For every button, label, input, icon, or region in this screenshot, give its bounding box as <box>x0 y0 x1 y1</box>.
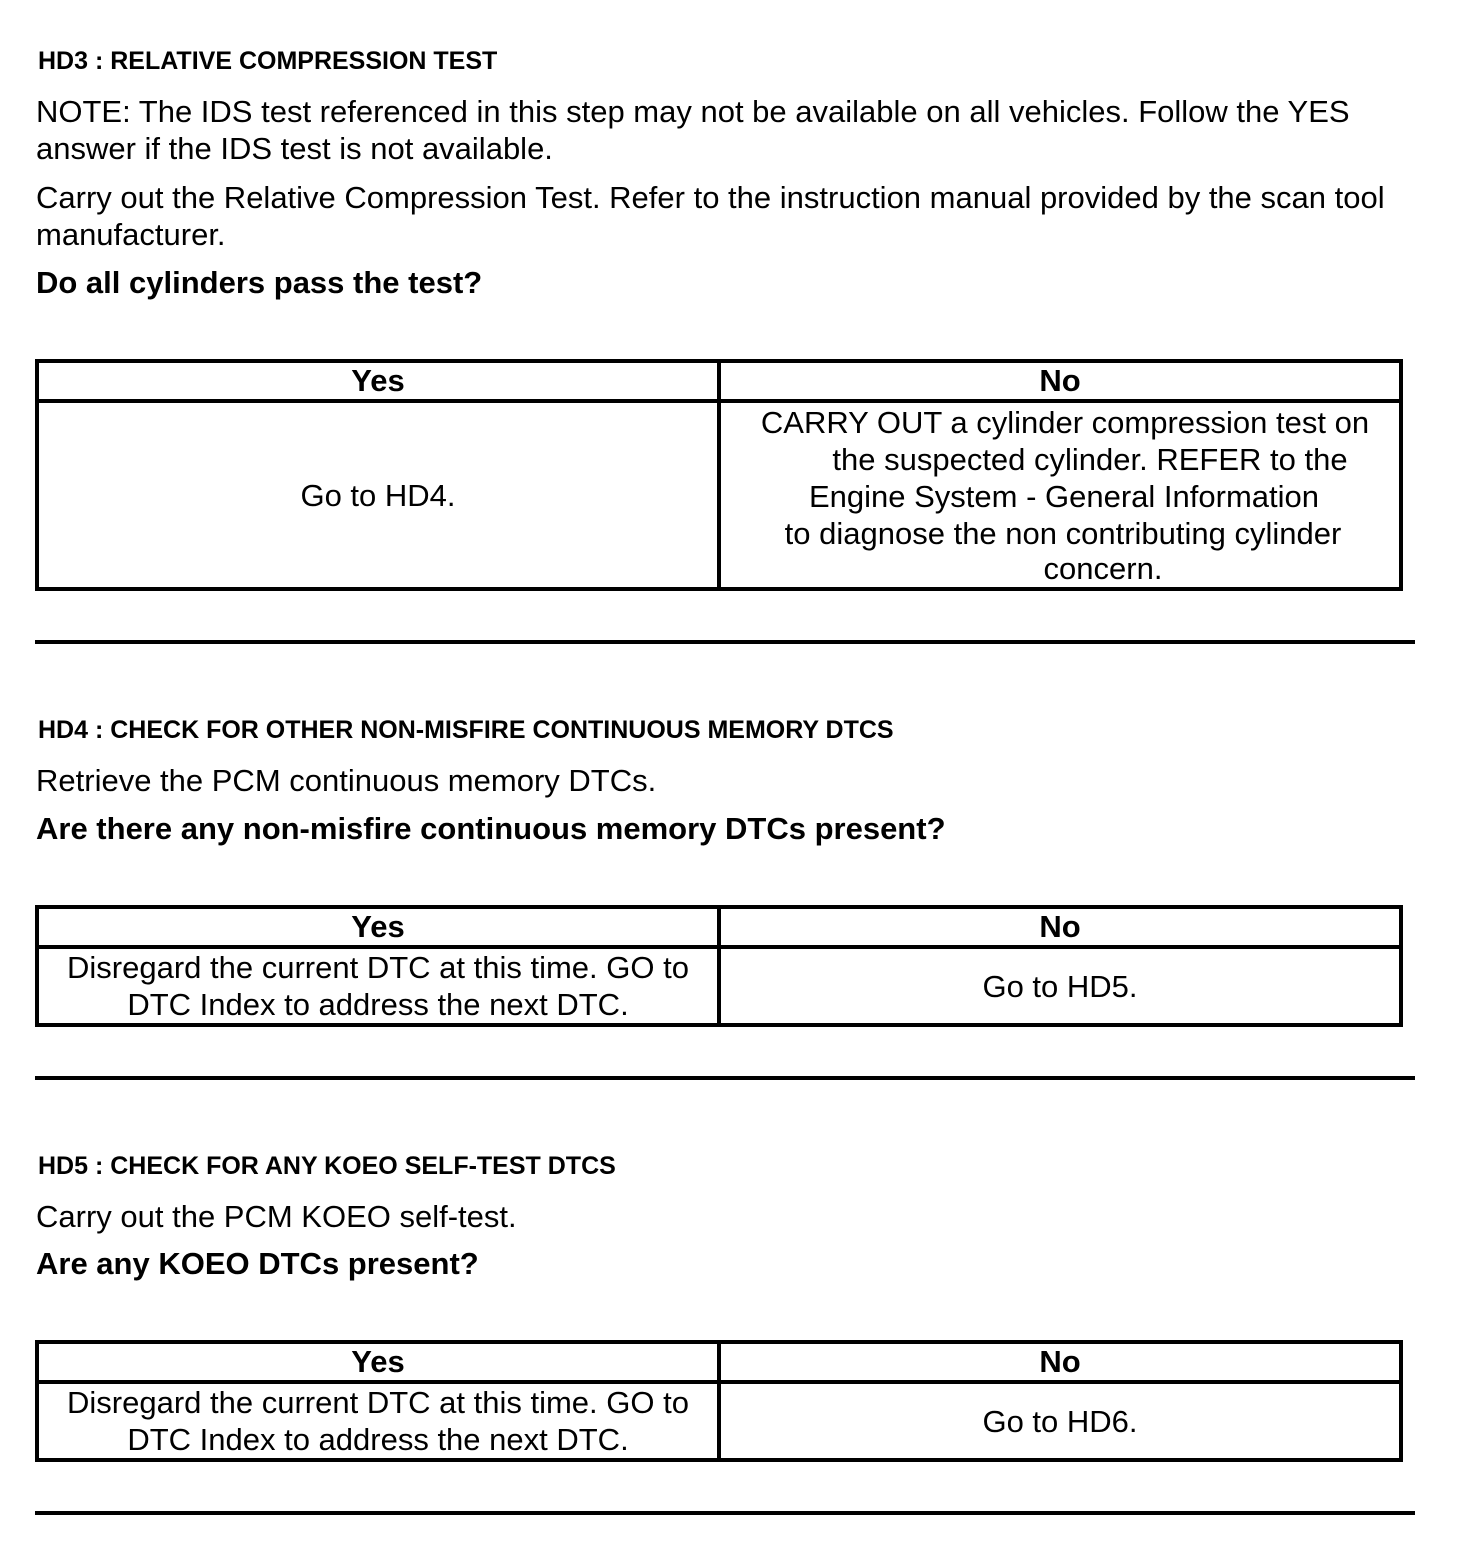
hd3-yes-header: Yes <box>37 361 719 401</box>
hd4-yes-cell <box>37 947 719 1025</box>
hd5-yes-header: Yes <box>37 1342 719 1382</box>
hd5-question: Are any KOEO DTCs present? <box>36 1246 479 1281</box>
hd4-question: Are there any non-misfire continuous memory DTCs present? <box>36 811 946 846</box>
section-divider <box>35 1511 1415 1515</box>
hd5-yes-cell <box>37 1382 719 1460</box>
hd3-heading: HD3 : RELATIVE COMPRESSION TEST <box>38 47 498 75</box>
section-divider <box>35 1076 1415 1080</box>
hd3-no-line-2: the suspected cylinder. REFER to the <box>832 442 1348 477</box>
hd4-answer-table <box>35 905 1403 1027</box>
hd3-no-line-1: CARRY OUT a cylinder compression test on <box>760 405 1370 440</box>
hd3-yes-cell: Go to HD4. <box>37 401 719 589</box>
hd4-no-header: No <box>719 907 1401 947</box>
hd3-note: NOTE: The IDS test referenced in this step may not be available on all vehicles. Follow the YES answer if the IDS test is not available. <box>36 94 1350 166</box>
hd5-no-header: No <box>719 1342 1401 1382</box>
hd5-instruction: Carry out the PCM KOEO self-test. <box>36 1199 517 1234</box>
hd5-heading: HD5 : CHECK FOR ANY KOEO SELF-TEST DTCS <box>38 1152 616 1180</box>
hd4-instruction: Retrieve the PCM continuous memory DTCs. <box>36 763 657 798</box>
hd5-yes-line-1: Disregard the current DTC at this time. GO to <box>67 1385 689 1420</box>
section-divider <box>35 640 1415 644</box>
hd3-no-cell <box>719 401 1401 589</box>
hd3-instruction: Carry out the Relative Compression Test. Refer to the instruction manual provided by the scan tool manufacturer. <box>36 180 1385 252</box>
hd4-yes-line-2: DTC Index to address the next DTC. <box>127 987 629 1022</box>
hd3-answer-table <box>35 359 1403 591</box>
hd3-no-line-3: Engine System - General Information <box>808 479 1320 514</box>
hd4-yes-line-1: Disregard the current DTC at this time. GO to <box>67 950 689 985</box>
hd4-yes-header: Yes <box>37 907 719 947</box>
hd3-no-header: No <box>719 361 1401 401</box>
hd3-no-line-5: concern. <box>1043 551 1163 586</box>
hd5-yes-line-2: DTC Index to address the next DTC. <box>127 1422 629 1457</box>
hd3-question: Do all cylinders pass the test? <box>36 265 483 300</box>
hd4-heading: HD4 : CHECK FOR OTHER NON-MISFIRE CONTINUOUS MEMORY DTCS <box>38 716 894 744</box>
hd5-answer-table <box>35 1340 1403 1462</box>
hd5-no-cell: Go to HD6. <box>719 1382 1401 1460</box>
hd3-no-line-4: to diagnose the non contributing cylinder <box>784 516 1342 551</box>
hd4-no-cell: Go to HD5. <box>719 947 1401 1025</box>
